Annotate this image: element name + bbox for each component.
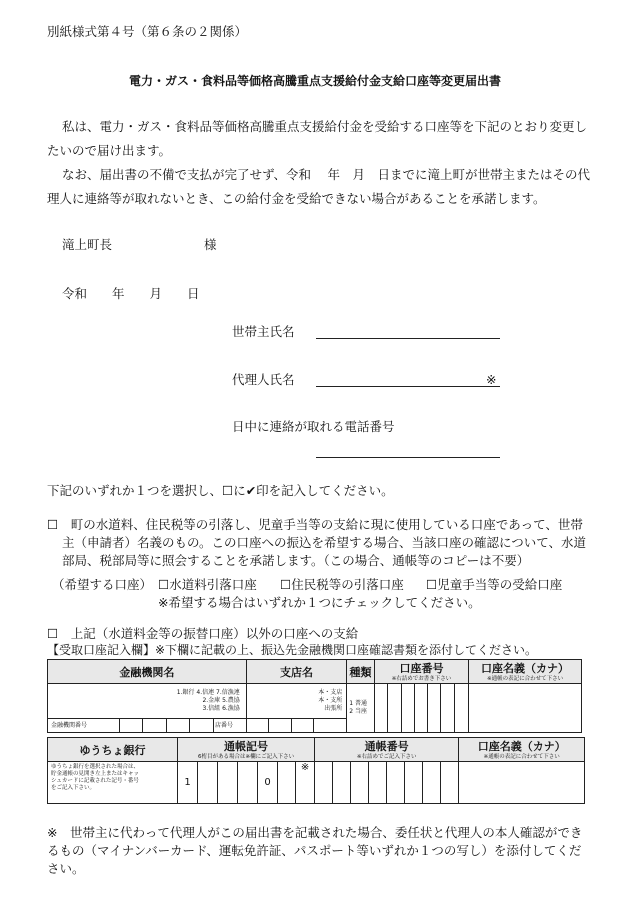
symbol-digit[interactable]: 0 (258, 762, 278, 804)
addressee-name: 滝上町長 (62, 237, 113, 252)
account-heading: 【受取口座記入欄】※下欄に記載の上、振込先金融機関口座確認書類を添付してください。 (47, 643, 538, 657)
bank-account-table (47, 659, 582, 733)
submission-date: 令和 年 月 日 (62, 286, 200, 301)
intro-line-1: 私は、電力・ガス・食料品等価格高騰重点支援給付金を受給する口座等を下記のとおり変更し (62, 119, 588, 134)
bank-code-digit[interactable] (190, 719, 214, 733)
number-digit[interactable] (405, 762, 423, 804)
option2-line[interactable]: ☐ 上記（水道料金等の振替口座）以外の口座への支給 (47, 626, 359, 641)
col-account-holder: 口座名義（カナ） ※通帳の表記に合わせて下さい (469, 660, 582, 684)
symbol-extra-digit[interactable]: ※ (296, 762, 315, 804)
bank-code-digit[interactable] (143, 719, 167, 733)
phone-field[interactable] (316, 457, 500, 458)
account-type-field[interactable]: 1 普通 2 当座 (347, 684, 375, 733)
option1-line-1[interactable]: ☐ 町の水道料、住民税等の引落し、児童手当等の支給に現に使用している口座であって、世帯 (47, 517, 583, 532)
account-digit[interactable] (454, 684, 468, 733)
intro-line-4: 理人に連絡等が取れないとき、この給付金を受給できない場合があることを承諾します。 (47, 191, 546, 206)
col-bank-name: 金融機関名 (48, 660, 247, 684)
account-digit[interactable] (414, 684, 427, 733)
footnote-line-3: さい。 (47, 861, 85, 876)
agent-mark: ※ (486, 372, 497, 387)
choice-water-checkbox[interactable]: ☐水道料引落口座 (158, 577, 257, 592)
symbol-digit[interactable] (198, 762, 218, 804)
branch-name-field[interactable]: 本・支店 本・支所 出張所 (246, 684, 346, 719)
account-holder-field[interactable] (469, 684, 582, 733)
option1-line-2: 主（申請者）名義のもの。この口座への振込を希望する場合、当該口座の確認について、水道 (62, 535, 587, 550)
householder-field[interactable] (316, 338, 500, 339)
symbol-digit[interactable] (278, 762, 296, 804)
branch-code-digit[interactable] (291, 719, 314, 733)
symbol-digit[interactable]: 1 (178, 762, 198, 804)
symbol-digit[interactable] (218, 762, 238, 804)
intro-line-3: なお、届出書の不備で支払が完了せず、令和 年 月 日までに滝上町が世帯主またはその代 (62, 167, 590, 182)
col-yucho-bank: ゆうちょ銀行 (48, 738, 178, 762)
yucho-holder-field[interactable] (459, 762, 585, 804)
number-digit[interactable] (441, 762, 459, 804)
col-account-type: 種類 (347, 660, 375, 684)
account-digit[interactable] (428, 684, 441, 733)
householder-label: 世帯主氏名 (232, 324, 295, 339)
col-yucho-holder: 口座名義（カナ） ※通帳の表記に合わせて下さい (459, 738, 585, 762)
phone-label: 日中に連絡が取れる電話番号 (232, 419, 395, 434)
number-digit[interactable] (369, 762, 387, 804)
intro-line-2: たいので届け出ます。 (47, 143, 172, 158)
number-digit[interactable] (423, 762, 441, 804)
addressee-honorific: 様 (204, 237, 217, 252)
yucho-account-table (47, 737, 585, 804)
bank-code-digit[interactable] (119, 719, 143, 733)
footnote-line-1: ※ 世帯主に代わって代理人がこの届出書を記載された場合、委任状と代理人の本人確認ができ (47, 825, 583, 840)
option1-line-3: 部局、税部局等に照会することを承諾します。（この場合、通帳等のコピーは不要） (62, 553, 530, 568)
number-digit[interactable] (333, 762, 351, 804)
col-branch-name: 支店名 (246, 660, 346, 684)
branch-code-digit[interactable] (246, 719, 269, 733)
col-passbook-symbol: 通帳記号 6桁目がある場合は※欄にご記入下さい (178, 738, 315, 762)
col-passbook-number: 通帳番号 ※右詰めでご記入下さい (315, 738, 459, 762)
yucho-description: ゆうちょ銀行を選択された場合は、 貯金通帳の見開き左上またはキャッ シュカードに記載された記号・番号 をご記入下さい。 (48, 762, 178, 804)
account-digit[interactable] (441, 684, 454, 733)
number-digit[interactable] (387, 762, 405, 804)
bank-name-field[interactable]: 1.銀行 4.信連 7.信漁連 2.金庫 5.農協 3.信組 6.漁協 (48, 684, 247, 719)
instruction-text: 下記のいずれか１つを選択し、☐に✔印を記入してください。 (47, 483, 394, 498)
branch-code-digit[interactable] (269, 719, 292, 733)
choice-tax-checkbox[interactable]: ☐住民税等の引落口座 (280, 577, 404, 592)
document-title: 電力・ガス・食料品等価格高騰重点支援給付金支給口座等変更届出書 (128, 74, 501, 88)
col-account-number: 口座番号 ※右詰めでお書き下さい (374, 660, 468, 684)
account-digit[interactable] (388, 684, 401, 733)
bank-code-digit[interactable] (166, 719, 190, 733)
account-digit[interactable] (374, 684, 387, 733)
agent-field[interactable] (316, 386, 500, 387)
choice-child-checkbox[interactable]: ☐児童手当等の受給口座 (426, 577, 563, 592)
footnote-line-2: るもの（マイナンバーカード、運転免許証、パスポート等いずれか１つの写し）を添付してくだ (47, 843, 582, 858)
bank-code-label: 金融機関番号 (48, 719, 120, 733)
form-number: 別紙様式第４号（第６条の２関係） (47, 24, 248, 39)
symbol-digit[interactable] (238, 762, 258, 804)
choice-note: ※希望する場合はいずれか１つにチェックしてください。 (158, 595, 481, 610)
branch-code-label: 店番号 (213, 719, 246, 733)
number-digit[interactable] (315, 762, 333, 804)
number-digit[interactable] (351, 762, 369, 804)
desired-account-label: （希望する口座） (52, 577, 153, 592)
branch-code-digit[interactable] (314, 719, 347, 733)
agent-label: 代理人氏名 (232, 372, 295, 387)
account-digit[interactable] (401, 684, 414, 733)
